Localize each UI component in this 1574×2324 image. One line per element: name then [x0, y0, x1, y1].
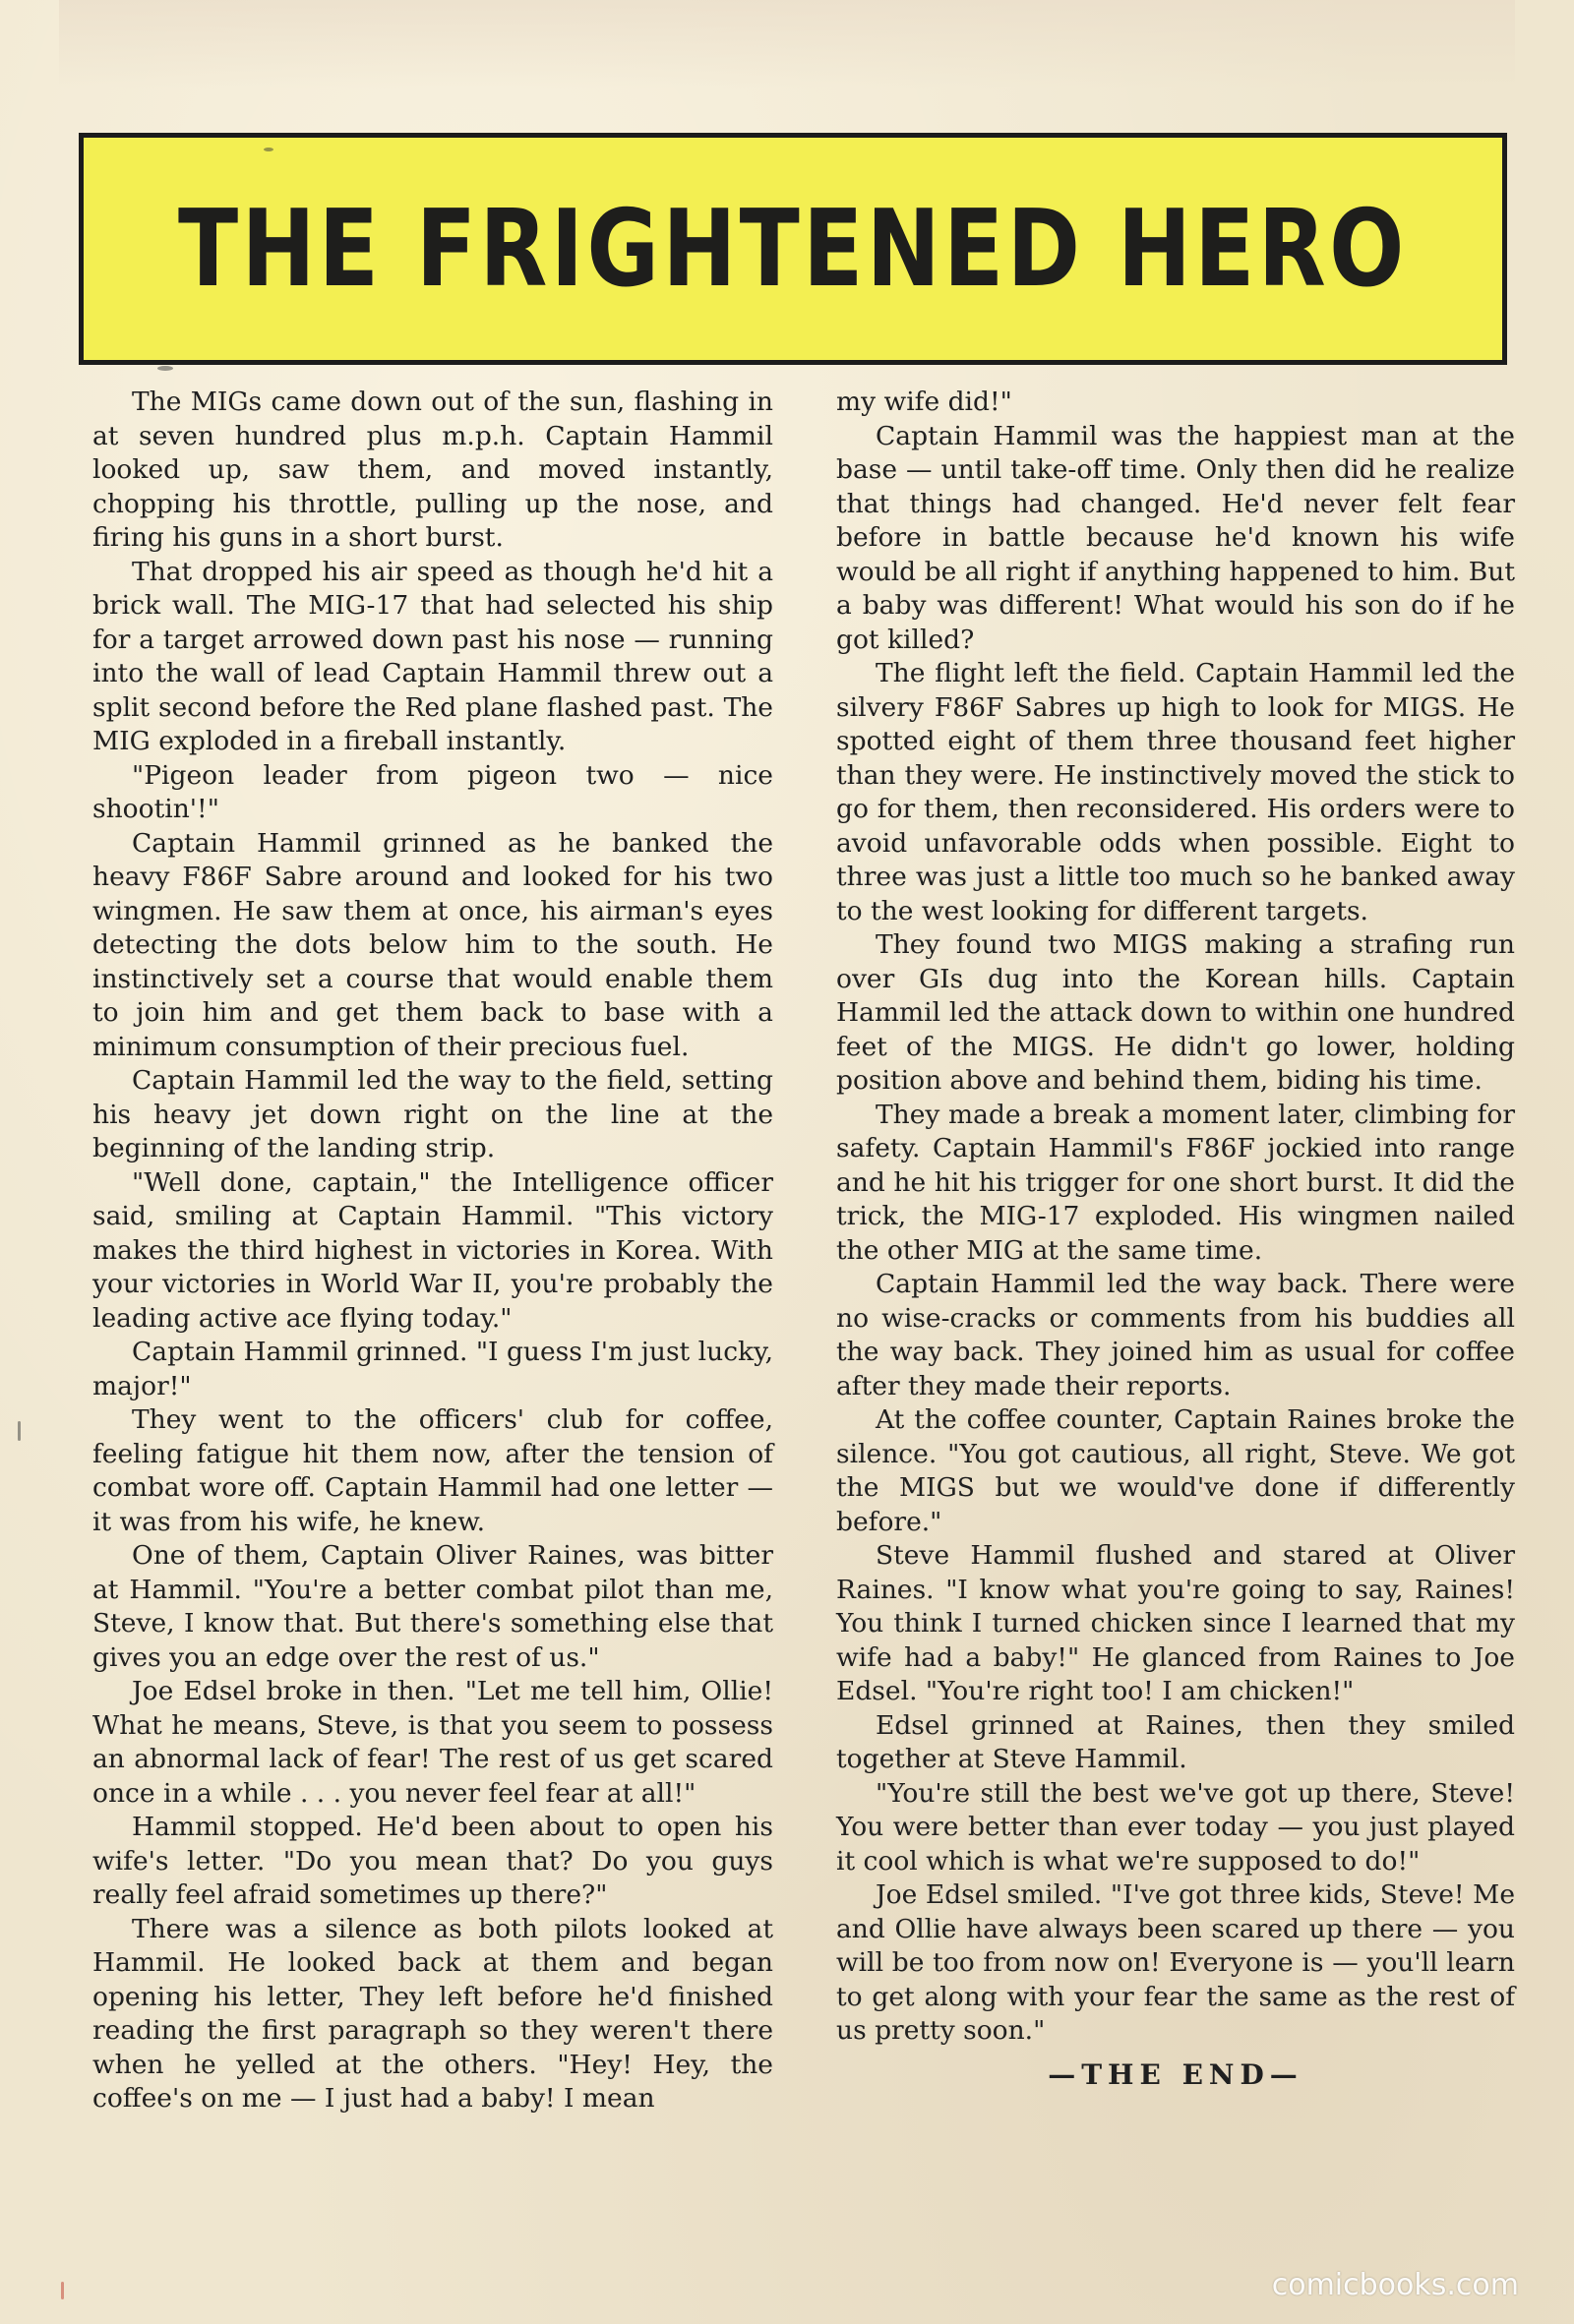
paragraph: They went to the officers' club for coffee, feeling fatigue hit them now, after the tension of combat wore off. Captain Hammil had one letter — it was from his wife, he knew.: [92, 1404, 773, 1537]
paragraph: Captain Hammil led the way to the field, setting his heavy jet down right on the line at the beginning of the landing strip.: [92, 1065, 773, 1163]
paragraph: Edsel grinned at Raines, then they smiled together at Steve Hammil.: [836, 1709, 1515, 1774]
paragraph: "Pigeon leader from pigeon two — nice shootin'!": [92, 759, 773, 824]
ink-speck: [157, 366, 173, 371]
paragraph: Captain Hammil led the way back. There were no wise-cracks or comments from his buddies all the way back. They joined him as usual for coffee after they made their reports.: [836, 1269, 1515, 1401]
paragraph: Joe Edsel broke in then. "Let me tell him, Ollie! What he means, Steve, is that you seem to possess an abnormal lack of fear! The rest of us get scared once in a while . . . you never feel fear at all!": [92, 1676, 773, 1809]
ink-speck: [61, 2282, 64, 2299]
paragraph: At the coffee counter, Captain Raines broke the silence. "You got cautious, all right, Steve. We got the MIGS but we would've done if differently before.": [836, 1404, 1515, 1537]
page-top-bleed: [59, 0, 1515, 89]
story-title: THE FRIGHTENED HERO: [178, 187, 1408, 311]
paragraph: One of them, Captain Oliver Raines, was bitter at Hammil. "You're a better combat pilot than me, Steve, I know that. But there's something else that gives you an edge over the rest of us.": [92, 1540, 773, 1673]
paragraph-continuation: my wife did!": [836, 387, 1012, 417]
paragraph: That dropped his air speed as though he'd hit a brick wall. The MIG-17 that had selected his ship for a target arrowed down past his nose — running into the wall of lead Captain Hammil threw out a split second before the Red plane flashed past. The MIG exploded in a fireball instantly.: [92, 556, 773, 756]
paragraph: Captain Hammil was the happiest man at the base — until take-off time. Only then did he realize that things had changed. He'd never felt fear before in battle because he'd known his wife would be all right if anything happened to him. But a baby was different! What would his son do if he got killed?: [836, 420, 1515, 655]
paragraph: Captain Hammil grinned. "I guess I'm just lucky, major!": [92, 1337, 773, 1401]
paragraph: Hammil stopped. He'd been about to open his wife's letter. "Do you mean that? Do you guys really feel afraid sometimes up there?": [92, 1812, 773, 1910]
paragraph: "Well done, captain," the Intelligence officer said, smiling at Captain Hammil. "This victory makes the third highest in victories in Korea. With your victories in World War II, you're probably the leading active ace flying today.": [92, 1166, 773, 1334]
the-end-marker: —THE END—: [1048, 2057, 1303, 2091]
paragraph: Joe Edsel smiled. "I've got three kids, Steve! Me and Ollie have always been scared up there — you will be too from now on! Everyone is — you'll learn to get along with your fear the same as the rest of us pretty soon.": [836, 1879, 1515, 2046]
paragraph: They found two MIGS making a strafing run over GIs dug into the Korean hills. Captain Hammil led the attack down to within one hundred feet of the MIGS. He didn't go lower, holding position above and behind them, biding his time.: [836, 929, 1515, 1096]
ink-speck: [18, 1421, 21, 1441]
paragraph: "You're still the best we've got up there, Steve! You were better than ever today — you just played it cool which is what we're supposed to do!": [836, 1777, 1515, 1877]
paragraph: They made a break a moment later, climbing for safety. Captain Hammil's F86F jockied into range and he hit his trigger for one short burst. It did the trick, the MIG-17 exploded. His wingmen nailed the other MIG at the same time.: [836, 1099, 1515, 1266]
ink-speck: [264, 148, 273, 151]
text-column-left: [92, 386, 773, 2116]
title-banner: [79, 133, 1507, 365]
paragraph: The flight left the field. Captain Hammil led the silvery F86F Sabres up high to look for MIGS. He spotted eight of them three thousand feet higher than they were. He instinctively moved the stick to go for them, then reconsidered. His orders were to avoid unfavorable odds when possible. Eight to three was just a little too much so he banked away to the west looking for different targets.: [836, 658, 1515, 926]
paragraph: Captain Hammil grinned as he banked the heavy F86F Sabre around and looked for his two wingmen. He saw them at once, his airman's eyes detecting the dots below him to the south. He instinctively set a course that would enable them to join him and get them back to base with a minimum consumption of their precious fuel.: [92, 827, 773, 1062]
paragraph: Steve Hammil flushed and stared at Oliver Raines. "I know what you're going to say, Raines! You think I turned chicken since I learned that my wife had a baby!" He glanced from Raines to Joe Edsel. "You're right too! I am chicken!": [836, 1540, 1515, 1706]
text-column-right: [836, 386, 1515, 2092]
watermark: comicbooks.com: [1271, 2268, 1519, 2302]
paragraph: The MIGs came down out of the sun, flashing in at seven hundred plus m.p.h. Captain Hammil looked up, saw them, and moved instantly, chopping his throttle, pulling up the nose, and firing his guns in a short burst.: [92, 387, 773, 553]
paragraph: There was a silence as both pilots looked at Hammil. He looked back at them and began opening his letter, They left before he'd finished reading the first paragraph so they weren't there when he yelled at the others. "Hey! Hey, the coffee's on me — I just had a baby! I mean: [92, 1913, 773, 2114]
